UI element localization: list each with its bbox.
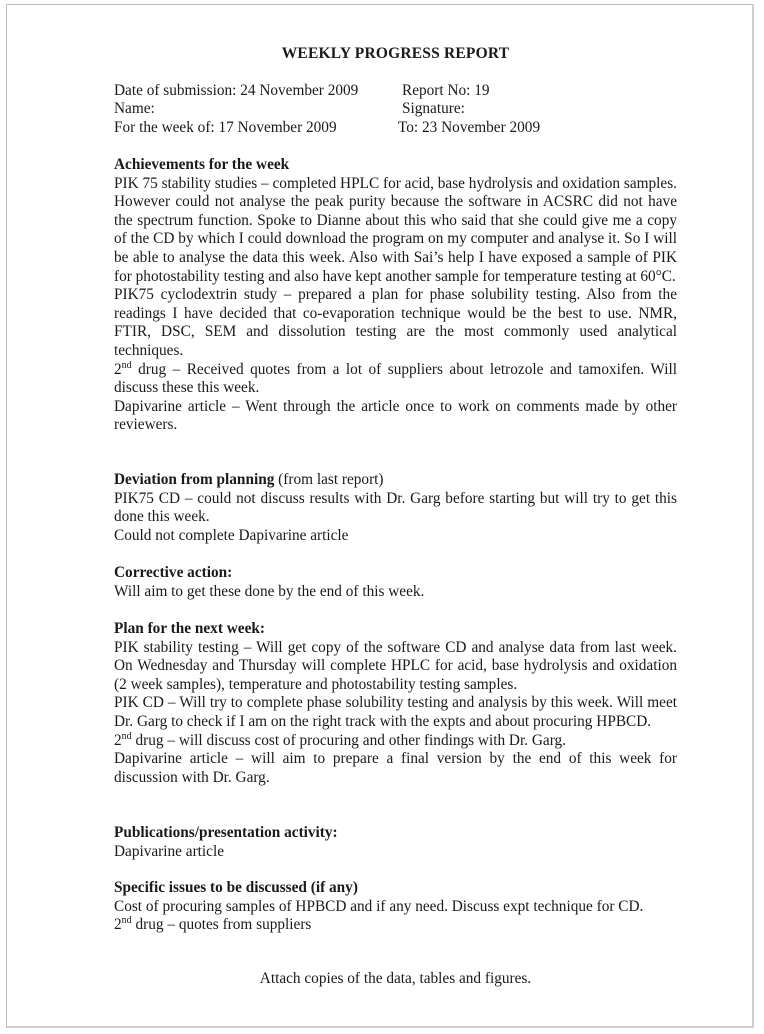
header-row-1 [114, 82, 490, 100]
plan-paragraph-2: PIK CD – Will try to complete phase solubility testing and analysis by this week. Will meet Dr. Garg to check if I am on the right track with the expts and about procuring HPBCD. [114, 694, 677, 730]
achievements-paragraph-4: Dapivarine article – Went through the article once to work on comments made by other reviewers. [114, 397, 677, 434]
plan-section [114, 620, 677, 787]
name-field: Name: [114, 100, 155, 117]
issues-section [114, 879, 677, 935]
issues-heading: Specific issues to be discussed (if any) [114, 879, 358, 896]
deviation-heading-note: (from last report) [274, 471, 384, 488]
achievements-paragraph-1: PIK 75 stability studies – completed HPLC for acid, base hydrolysis and oxidation samples. However could not analyse the peak purity because the software in ACSRC did not have the spectrum function. Spoke to Dianne about this who said that she could give me a copy of the CD by which I could download the program on my computer and analyse it. So I will be able to analyse the data this week. Also with Sai’s help I have exposed a sample of PIK for photostability testing and also have kept another sample for temperature testing at 60°C. [114, 174, 677, 285]
signature-field: Signature: [402, 100, 465, 117]
plan-paragraph-4: Dapivarine article – will aim to prepare a final version by the end of this week for discussion with Dr. Garg. [114, 750, 677, 786]
corrective-paragraph-1: Will aim to get these done by the end of this week. [114, 582, 425, 600]
footer-note: Attach copies of the data, tables and figures. [259, 970, 532, 987]
achievements-paragraph-3 [114, 361, 677, 398]
achievements-section [114, 156, 677, 435]
ordinal-number: 2 [114, 360, 122, 378]
deviation-paragraph-2: Could not complete Dapivarine article [114, 526, 349, 544]
report-number: Report No: 19 [402, 82, 490, 99]
week-to: To: 23 November 2009 [398, 119, 541, 136]
header-row-3 [114, 119, 541, 137]
publications-section [114, 824, 677, 861]
achievements-paragraph-3-text: drug – Received quotes from a lot of suppliers about letrozole and tamoxifen. Will discuss these this week. [114, 360, 677, 397]
corrective-section [114, 564, 677, 601]
deviation-heading-text: Deviation from planning [114, 471, 275, 488]
issues-paragraph-2 [114, 916, 677, 935]
deviation-section [114, 471, 677, 545]
deviation-heading [114, 471, 677, 490]
publications-paragraph-1: Dapivarine article [114, 842, 224, 860]
ordinal-suffix: nd [121, 359, 132, 371]
corrective-heading: Corrective action: [114, 564, 233, 581]
issues-paragraph-2-text: drug – quotes from suppliers [131, 916, 312, 934]
plan-paragraph-1: PIK stability testing – Will get copy of the software CD and analyse data from last week. On Wednesday and Thursday will complete HPLC for acid, base hydrolysis and oxidation (2 week samples), temperature and photostability testing samples. [114, 638, 677, 693]
ordinal-suffix: nd [121, 915, 132, 927]
issues-paragraph-1: Cost of procuring samples of HPBCD and if any need. Discuss expt technique for CD. [114, 897, 644, 915]
ordinal-number: 2 [114, 731, 122, 749]
publications-heading: Publications/presentation activity: [114, 824, 338, 841]
date-of-submission: Date of submission: 24 November 2009 [114, 82, 359, 99]
achievements-paragraph-2: PIK75 cyclodextrin study – prepared a plan for phase solubility testing. Also from the readings I have decided that co-evaporation technique would be the best to use. NMR, FTIR, DSC, SEM and dissolution testing are the most commonly used analytical techniques. [114, 286, 677, 359]
plan-paragraph-3-text: drug – will discuss cost of procuring and other findings with Dr. Garg. [131, 731, 567, 749]
week-of: For the week of: 17 November 2009 [114, 119, 337, 136]
ordinal-number: 2 [114, 916, 122, 934]
plan-paragraph-3 [114, 732, 677, 751]
ordinal-suffix: nd [121, 730, 132, 742]
achievements-heading: Achievements for the week [114, 156, 290, 173]
report-title: WEEKLY PROGRESS REPORT [281, 45, 510, 62]
deviation-paragraph-1: PIK75 CD – could not discuss results with Dr. Garg before starting but will try to get this done this week. [114, 489, 677, 526]
header-row-2 [114, 100, 465, 118]
plan-heading: Plan for the next week: [114, 620, 265, 637]
